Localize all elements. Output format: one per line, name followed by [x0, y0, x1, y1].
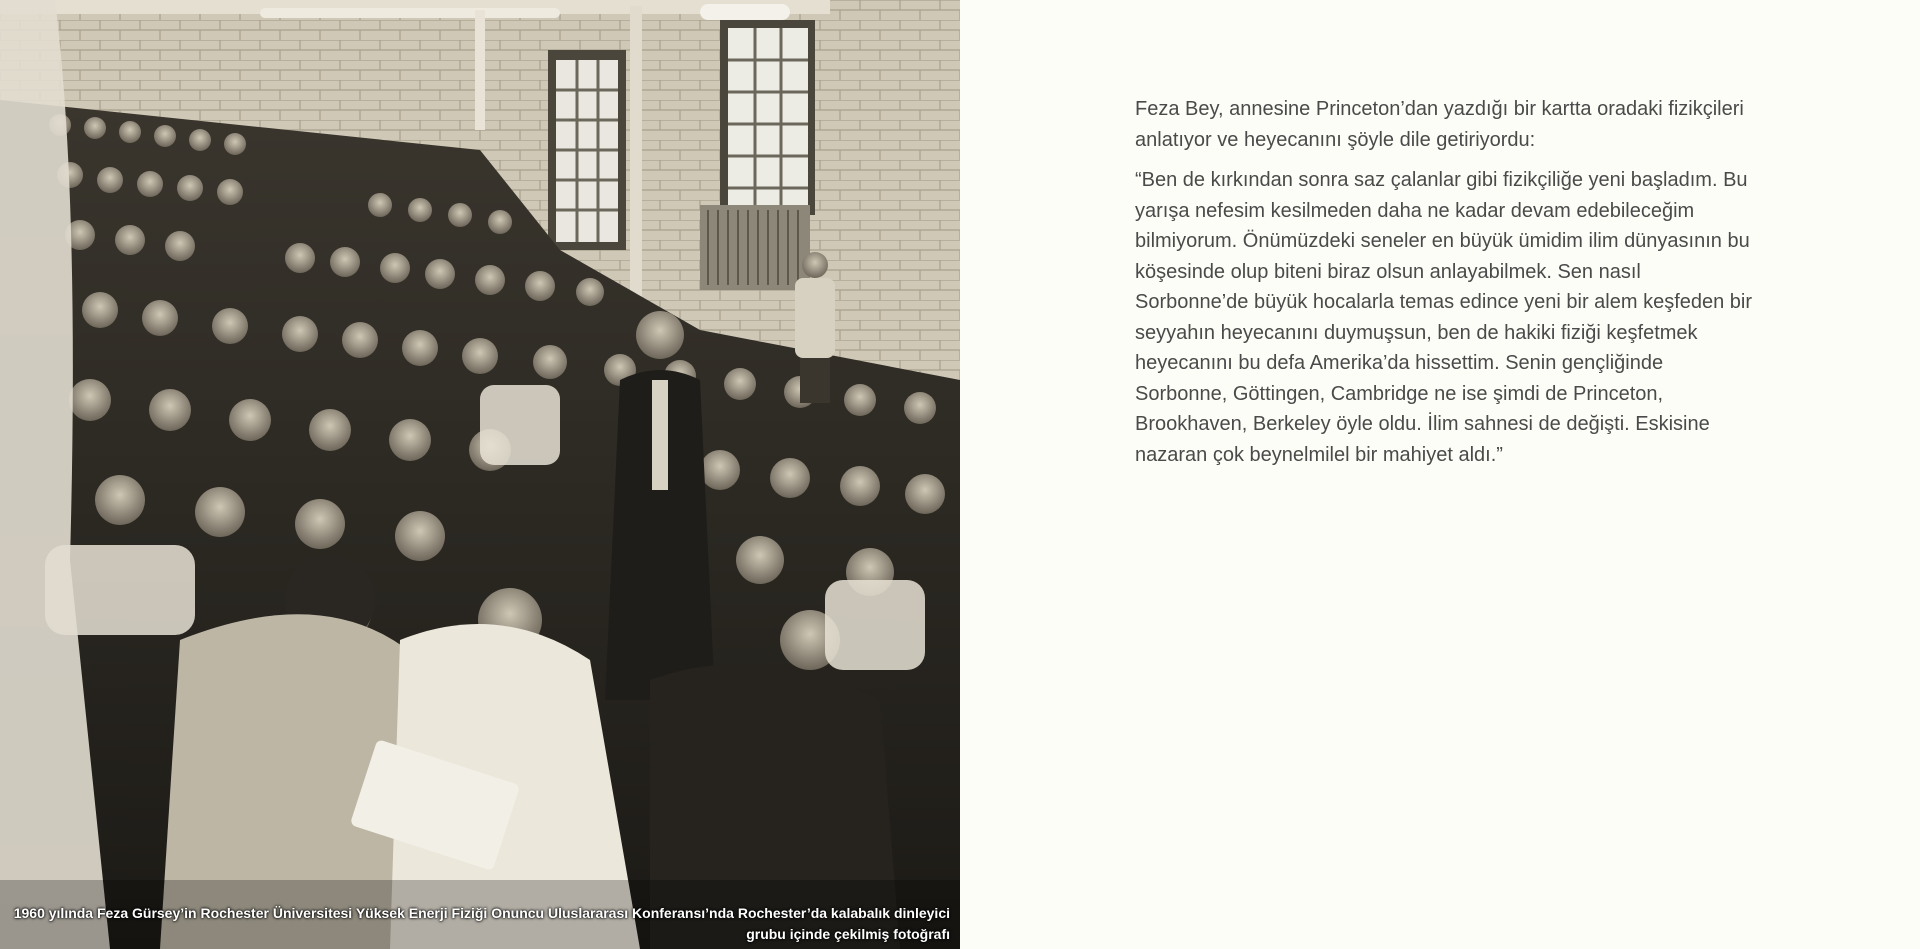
photo-caption: 1960 yılında Feza Gürsey’in Rochester Üniversitesi Yüksek Enerji Fiziği Onuncu Uluslararası Konferansı’nda Rochester’da kalabalık dinleyici grubu içinde çekilmiş fotoğrafı	[13, 905, 950, 942]
article-text	[1135, 94, 1755, 480]
quote-paragraph: “Ben de kırkından sonra saz çalanlar gibi fizikçiliğe yeni başladım. Bu yarışa nefesim kesilmeden daha ne kadar devam edebileceğim bilmiyorum. Önümüzdeki seneler en büyük ümidim ilim dünyasının bu köşesinde olup biteni biraz olsun anlayabilmek. Sen nasıl Sorbonne’de büyük hocalarla temas edince yeni bir alem keşfeden bir seyyahın heyecanını duymuşsun, ben de hakiki fiziği keşfetmek heyecanını bu defa Amerika’da hissettim. Senin gençliğinde Sorbonne, Göttingen, Cambridge ne ise şimdi de Princeton, Brookhaven, Berkeley öyle oldu. İlim sahnesi de değişti. Eskisine nazaran çok beynelmilel bir mahiyet aldı.”	[1135, 169, 1753, 466]
intro-paragraph: Feza Bey, annesine Princeton’dan yazdığı bir kartta oradaki fizikçileri anlatıyor ve heyecanını şöyle dile getiriyordu:	[1135, 98, 1744, 151]
